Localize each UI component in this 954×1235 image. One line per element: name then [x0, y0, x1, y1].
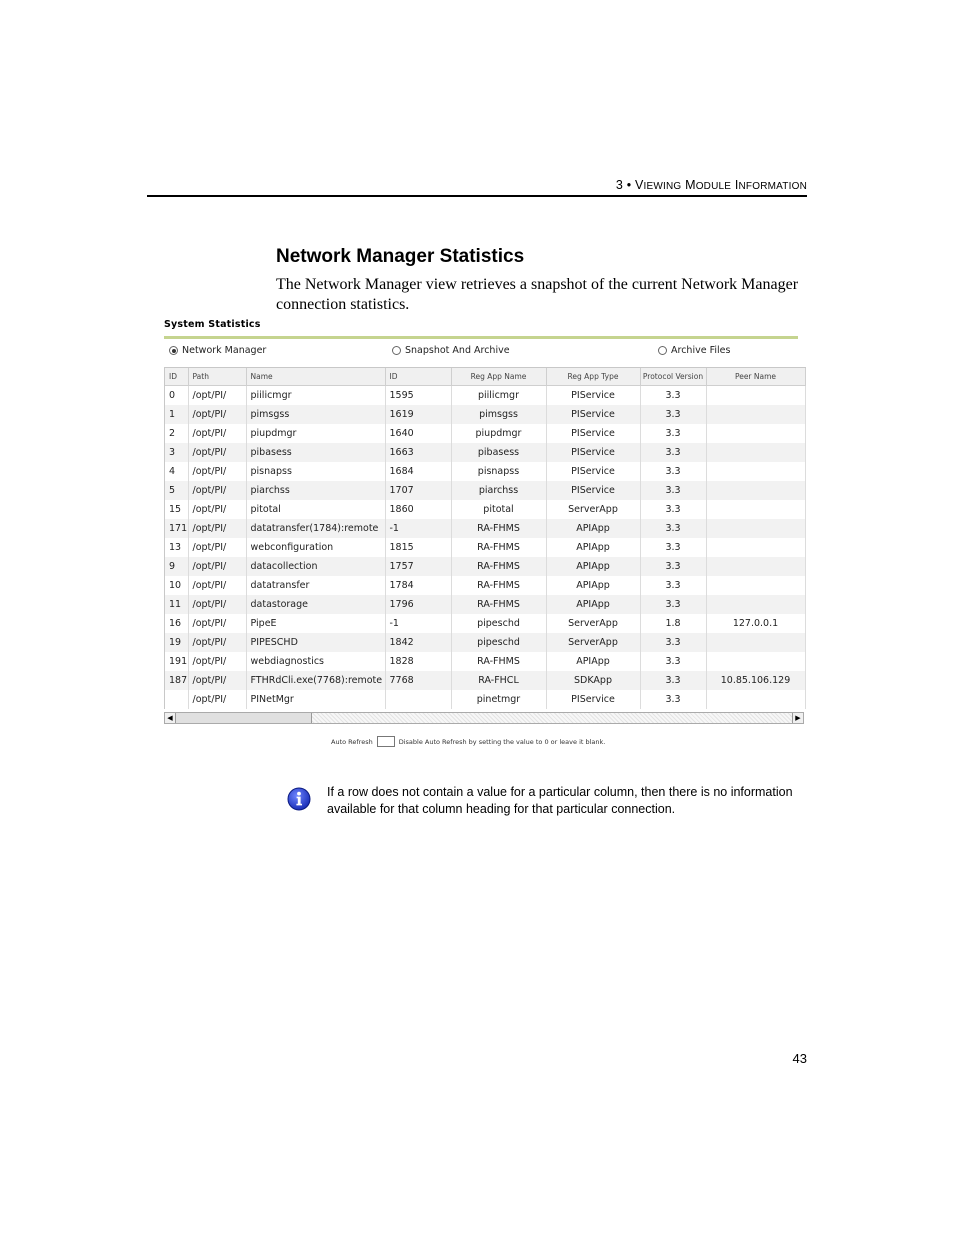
table-cell: /opt/PI/ [188, 500, 246, 519]
table-cell: 3.3 [640, 443, 706, 462]
header-rule [147, 195, 807, 197]
table-cell: /opt/PI/ [188, 443, 246, 462]
table-cell [706, 652, 805, 671]
table-cell: APIApp [546, 519, 640, 538]
table-row[interactable] [165, 671, 805, 690]
table-row[interactable] [165, 519, 805, 538]
column-header[interactable]: Reg App Name [451, 368, 546, 386]
table-cell: /opt/PI/ [188, 633, 246, 652]
table-cell: pibasess [246, 443, 385, 462]
table-row[interactable] [165, 386, 805, 406]
table-cell: /opt/PI/ [188, 595, 246, 614]
table-cell: ServerApp [546, 614, 640, 633]
table-cell: pimsgss [451, 405, 546, 424]
table-cell: 1815 [385, 538, 451, 557]
table-cell: pisnapss [451, 462, 546, 481]
table-cell: 3.3 [640, 462, 706, 481]
table-cell: RA-FHMS [451, 576, 546, 595]
table-cell: 15 [165, 500, 188, 519]
table-cell: pimsgss [246, 405, 385, 424]
table-cell [706, 443, 805, 462]
table-row[interactable] [165, 462, 805, 481]
table-cell: 1 [165, 405, 188, 424]
table-cell: RA-FHMS [451, 519, 546, 538]
table-cell: 3.3 [640, 595, 706, 614]
table-cell: 1784 [385, 576, 451, 595]
table-cell: APIApp [546, 557, 640, 576]
table-cell: 127.0.0.1 [706, 614, 805, 633]
radio-label: Archive Files [671, 345, 731, 356]
table-cell [706, 424, 805, 443]
grid-body [165, 386, 805, 710]
table-cell: -1 [385, 614, 451, 633]
table-cell: 3.3 [640, 424, 706, 443]
table-cell [706, 481, 805, 500]
table-cell: 16 [165, 614, 188, 633]
table-cell: 11 [165, 595, 188, 614]
table-cell: /opt/PI/ [188, 690, 246, 709]
table-cell: webconfiguration [246, 538, 385, 557]
running-header [148, 178, 807, 192]
table-cell: SDKApp [546, 671, 640, 690]
table-cell: 1640 [385, 424, 451, 443]
table-cell: 191 [165, 652, 188, 671]
table-cell: 3.3 [640, 557, 706, 576]
scrollbar-thumb[interactable] [176, 713, 312, 723]
table-row[interactable] [165, 500, 805, 519]
table-cell: 3.3 [640, 481, 706, 500]
radio-archive-files[interactable] [658, 345, 730, 356]
table-cell: 10.85.106.129 [706, 671, 805, 690]
auto-refresh-input[interactable] [377, 736, 395, 747]
table-cell [706, 462, 805, 481]
table-row[interactable] [165, 633, 805, 652]
radio-unselected-icon [658, 346, 667, 355]
table-cell: 13 [165, 538, 188, 557]
table-cell [706, 557, 805, 576]
statistics-grid [164, 367, 806, 709]
table-cell: 10 [165, 576, 188, 595]
page-number: 43 [792, 1051, 807, 1066]
table-cell: pibasess [451, 443, 546, 462]
table-cell: 3.3 [640, 519, 706, 538]
scroll-left-icon[interactable]: ◀ [165, 713, 176, 723]
table-cell [165, 690, 188, 709]
table-cell [385, 690, 451, 709]
auto-refresh-row [331, 736, 605, 747]
table-cell: APIApp [546, 652, 640, 671]
table-cell: APIApp [546, 538, 640, 557]
table-cell: PIService [546, 405, 640, 424]
header-title-part: NFORMATION [738, 181, 807, 192]
table-cell: ServerApp [546, 633, 640, 652]
table-cell: pipeschd [451, 633, 546, 652]
column-header[interactable]: ID [385, 368, 451, 386]
table-cell: RA-FHCL [451, 671, 546, 690]
table-cell [706, 519, 805, 538]
radio-label: Network Manager [182, 345, 267, 356]
table-cell: 2 [165, 424, 188, 443]
table-cell: PIService [546, 690, 640, 709]
table-cell: APIApp [546, 595, 640, 614]
intro-paragraph: The Network Manager view retrieves a snapshot of the current Network Manager connection statistics. [276, 276, 799, 313]
table-cell [706, 386, 805, 406]
table-row[interactable] [165, 443, 805, 462]
panel-rule [164, 336, 798, 339]
table-cell: 1595 [385, 386, 451, 406]
table-cell: PIService [546, 386, 640, 406]
table-cell: /opt/PI/ [188, 557, 246, 576]
table-cell: /opt/PI/ [188, 386, 246, 406]
table-cell: 3.3 [640, 405, 706, 424]
column-header[interactable]: ID [165, 368, 188, 386]
radio-snapshot-and-archive[interactable] [392, 345, 510, 356]
grid-header-row [165, 368, 805, 386]
table-cell: 1796 [385, 595, 451, 614]
table-row[interactable] [165, 690, 805, 709]
table-cell: PIService [546, 481, 640, 500]
table-cell: pisnapss [246, 462, 385, 481]
table-cell: /opt/PI/ [188, 671, 246, 690]
table-row[interactable] [165, 481, 805, 500]
table-cell [706, 576, 805, 595]
table-cell: datastorage [246, 595, 385, 614]
table-cell: datacollection [246, 557, 385, 576]
table-cell: piupdmgr [451, 424, 546, 443]
table-cell: datatransfer [246, 576, 385, 595]
table-cell: RA-FHMS [451, 557, 546, 576]
table-row[interactable] [165, 424, 805, 443]
table-cell: piilicmgr [451, 386, 546, 406]
chapter-title [635, 178, 807, 192]
table-cell [706, 538, 805, 557]
table-cell: 3.3 [640, 652, 706, 671]
table-cell [706, 405, 805, 424]
table-cell: 9 [165, 557, 188, 576]
chapter-number: 3 • [615, 178, 632, 192]
horizontal-scrollbar[interactable] [164, 712, 804, 724]
table-cell: 1757 [385, 557, 451, 576]
table-cell: PIService [546, 462, 640, 481]
panel-title: System Statistics [164, 319, 261, 330]
table-cell: ServerApp [546, 500, 640, 519]
table-cell: 1663 [385, 443, 451, 462]
column-header[interactable]: Name [246, 368, 385, 386]
table-cell: 187 [165, 671, 188, 690]
radio-unselected-icon [392, 346, 401, 355]
table-row[interactable] [165, 538, 805, 557]
table-cell: APIApp [546, 576, 640, 595]
table-cell: piupdmgr [246, 424, 385, 443]
info-note: If a row does not contain a value for a particular column, then there is no information available for that column heading for that particular connection. [327, 785, 793, 816]
table-cell: datatransfer(1784):remote [246, 519, 385, 538]
table-cell: FTHRdCli.exe(7768):remote [246, 671, 385, 690]
info-icon [287, 787, 311, 811]
column-header[interactable]: Protocol Version [640, 368, 706, 386]
header-title-part: I [731, 178, 739, 192]
table-row[interactable] [165, 595, 805, 614]
table-cell: /opt/PI/ [188, 576, 246, 595]
table-cell: -1 [385, 519, 451, 538]
table-row[interactable] [165, 652, 805, 671]
table-cell [706, 690, 805, 709]
table-cell: /opt/PI/ [188, 481, 246, 500]
table-cell: PipeE [246, 614, 385, 633]
table-cell: 1707 [385, 481, 451, 500]
table-cell: 1.8 [640, 614, 706, 633]
table-cell: 1842 [385, 633, 451, 652]
table-cell: 1860 [385, 500, 451, 519]
auto-refresh-label: Auto Refresh [331, 737, 373, 746]
radio-network-manager[interactable] [169, 345, 266, 356]
table-cell: pipeschd [451, 614, 546, 633]
table-cell: 171 [165, 519, 188, 538]
table-cell: /opt/PI/ [188, 652, 246, 671]
table-cell: PIPESCHD [246, 633, 385, 652]
column-header[interactable]: Reg App Type [546, 368, 640, 386]
section-title: Network Manager Statistics [276, 246, 525, 267]
table-cell: piarchss [246, 481, 385, 500]
table-cell: /opt/PI/ [188, 462, 246, 481]
table-cell: 3.3 [640, 576, 706, 595]
table-cell: pitotal [451, 500, 546, 519]
scroll-right-icon[interactable]: ▶ [792, 713, 803, 723]
table-row[interactable] [165, 576, 805, 595]
header-title-part: IEWING [643, 181, 682, 192]
table-cell: 3.3 [640, 538, 706, 557]
table-cell: 0 [165, 386, 188, 406]
column-header[interactable]: Peer Name [706, 368, 805, 386]
header-title-part: ODULE [695, 181, 732, 192]
table-cell: RA-FHMS [451, 538, 546, 557]
table-row[interactable] [165, 557, 805, 576]
table-cell: 3.3 [640, 500, 706, 519]
table-row[interactable] [165, 405, 805, 424]
auto-refresh-hint: Disable Auto Refresh by setting the value to 0 or leave it blank. [398, 737, 606, 746]
table-cell: PINetMgr [246, 690, 385, 709]
table-cell: 4 [165, 462, 188, 481]
table-cell: piarchss [451, 481, 546, 500]
table-cell: /opt/PI/ [188, 519, 246, 538]
table-cell: RA-FHMS [451, 652, 546, 671]
column-header[interactable]: Path [188, 368, 246, 386]
header-title-part: M [681, 178, 696, 192]
table-row[interactable] [165, 614, 805, 633]
table-cell: 7768 [385, 671, 451, 690]
table-cell: 1619 [385, 405, 451, 424]
table-cell: 1684 [385, 462, 451, 481]
table-cell: 3.3 [640, 671, 706, 690]
table-cell: 3 [165, 443, 188, 462]
table-cell: pitotal [246, 500, 385, 519]
table-cell: 19 [165, 633, 188, 652]
table-cell: piilicmgr [246, 386, 385, 406]
table-cell [706, 633, 805, 652]
table-cell: PIService [546, 424, 640, 443]
radio-label: Snapshot And Archive [405, 345, 510, 356]
table-cell: PIService [546, 443, 640, 462]
table-cell: webdiagnostics [246, 652, 385, 671]
table-cell [706, 595, 805, 614]
table-cell: 3.3 [640, 633, 706, 652]
table-cell: 3.3 [640, 386, 706, 406]
table-cell: 1828 [385, 652, 451, 671]
table-cell: /opt/PI/ [188, 405, 246, 424]
table-cell [706, 500, 805, 519]
table-cell: /opt/PI/ [188, 538, 246, 557]
radio-selected-icon [169, 346, 178, 355]
table-cell: /opt/PI/ [188, 614, 246, 633]
table-cell: RA-FHMS [451, 595, 546, 614]
table-cell: 5 [165, 481, 188, 500]
table-cell: 3.3 [640, 690, 706, 709]
table-cell: /opt/PI/ [188, 424, 246, 443]
header-title-part: V [634, 178, 644, 192]
table-cell: pinetmgr [451, 690, 546, 709]
